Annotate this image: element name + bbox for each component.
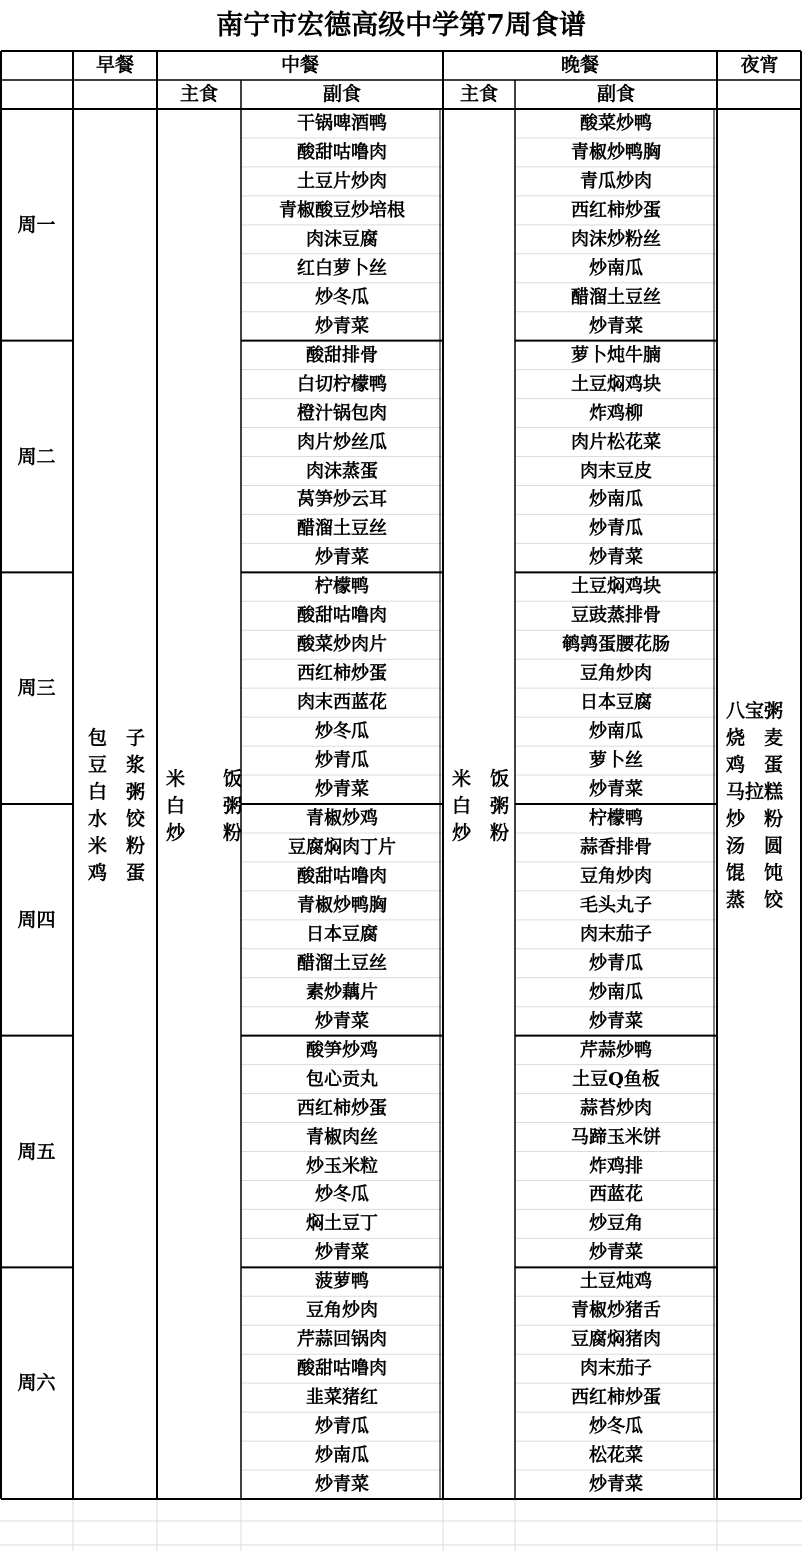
dinner-dish: 鹌鹑蛋腰花肠 bbox=[562, 634, 670, 656]
dinner-dish: 土豆炖鸡 bbox=[580, 1271, 652, 1293]
dinner-dish: 土豆焖鸡块 bbox=[571, 373, 661, 395]
lunch-dish: 豆角炒肉 bbox=[306, 1300, 378, 1322]
lunch-dish: 青椒肉丝 bbox=[306, 1126, 378, 1148]
lunch-dish: 酸甜咕噜肉 bbox=[297, 865, 387, 887]
dinner-dish: 土豆焖鸡块 bbox=[571, 576, 661, 598]
dinner-dish: 豆角炒肉 bbox=[580, 865, 652, 887]
lunch-dish: 豆腐焖肉丁片 bbox=[288, 836, 396, 858]
lunch-dish: 青椒炒鸭胸 bbox=[297, 894, 387, 916]
lunch-dish: 炒青菜 bbox=[315, 1474, 369, 1496]
lunch-dish: 炒青菜 bbox=[315, 1010, 369, 1032]
header-lunch: 中餐 bbox=[280, 54, 319, 76]
dinner-dish: 炒青菜 bbox=[589, 315, 643, 337]
night-snack-item: 汤 圆 bbox=[726, 835, 784, 857]
dinner-dish: 炒青菜 bbox=[589, 1242, 643, 1264]
dinner-dish: 松花菜 bbox=[589, 1445, 643, 1467]
lunch-dish: 醋溜土豆丝 bbox=[297, 518, 387, 540]
header-dinner-side: 副食 bbox=[596, 83, 635, 105]
lunch-dish: 橙汁锅包肉 bbox=[297, 402, 387, 424]
lunch-dish: 土豆片炒肉 bbox=[297, 170, 387, 192]
lunch-dish: 炒青菜 bbox=[315, 779, 369, 801]
dinner-dish: 炒冬瓜 bbox=[589, 1416, 643, 1438]
dinner-dish: 西蓝花 bbox=[589, 1184, 643, 1206]
dinner-dish: 肉末豆皮 bbox=[580, 460, 652, 482]
dinner-dish: 蒜苔炒肉 bbox=[580, 1097, 652, 1119]
lunch-dish: 韭菜猪红 bbox=[306, 1387, 378, 1409]
dinner-dish: 青椒炒猪舌 bbox=[571, 1300, 661, 1322]
dinner-dish: 醋溜土豆丝 bbox=[571, 286, 661, 308]
dinner-dish: 青椒炒鸭胸 bbox=[571, 141, 661, 163]
dinner-dish: 萝卜炖牛腩 bbox=[571, 344, 661, 366]
dinner-dish: 蒜香排骨 bbox=[580, 836, 652, 858]
lunch-dish: 酸菜炒肉片 bbox=[297, 634, 387, 656]
lunch-dish: 肉沫豆腐 bbox=[306, 228, 378, 250]
dinner-dish: 萝卜丝 bbox=[589, 750, 643, 772]
dinner-dish: 豆腐焖猪肉 bbox=[571, 1329, 661, 1351]
breakfast-items bbox=[88, 725, 145, 887]
lunch-dish: 酸甜咕噜肉 bbox=[297, 1358, 387, 1380]
dinner-dish: 西红柿炒蛋 bbox=[571, 1387, 661, 1409]
lunch-dish: 日本豆腐 bbox=[306, 923, 378, 945]
lunch-dish: 素炒藕片 bbox=[306, 981, 378, 1003]
dinner-dish: 酸菜炒鸭 bbox=[580, 113, 652, 134]
dinner-dish: 肉片松花菜 bbox=[571, 431, 661, 453]
night-snack-item: 蒸 饺 bbox=[726, 889, 784, 911]
breakfast-item: 白 粥 bbox=[88, 781, 146, 803]
night-snack-item: 烧 麦 bbox=[726, 727, 784, 749]
lunch-dish: 芹蒜回锅肉 bbox=[297, 1329, 387, 1351]
dinner-dish: 毛头丸子 bbox=[580, 894, 652, 916]
breakfast-item: 水 饺 bbox=[88, 808, 146, 830]
dinner-dish: 炒南瓜 bbox=[589, 981, 643, 1003]
dinner-dish: 豆角炒肉 bbox=[580, 663, 652, 685]
day-label: 周一 bbox=[17, 213, 56, 236]
dinner-dish: 肉末茄子 bbox=[580, 1358, 652, 1380]
breakfast-item: 米 粉 bbox=[88, 835, 146, 857]
dinner-dish: 日本豆腐 bbox=[580, 692, 652, 714]
header-breakfast: 早餐 bbox=[95, 54, 134, 76]
lunch-dish: 炒青瓜 bbox=[315, 750, 369, 772]
lunch-dish: 炒玉米粒 bbox=[306, 1155, 378, 1177]
dinner-dish: 芹蒜炒鸭 bbox=[580, 1039, 652, 1061]
night-snack-item: 炒 粉 bbox=[726, 808, 784, 830]
breakfast-item: 包 子 bbox=[88, 727, 146, 749]
lunch-dish: 西红柿炒蛋 bbox=[297, 663, 387, 685]
dinner-dish: 肉沫炒粉丝 bbox=[571, 228, 661, 250]
day-label: 周五 bbox=[17, 1140, 56, 1163]
day-label: 周二 bbox=[17, 445, 56, 468]
dinner-staple-item: 白 粥 bbox=[452, 795, 510, 817]
dinner-staple-item: 炒 粉 bbox=[452, 822, 510, 844]
breakfast-item: 豆 浆 bbox=[88, 754, 146, 776]
header-dinner: 晚餐 bbox=[560, 54, 599, 76]
lunch-dish: 菠萝鸭 bbox=[315, 1271, 369, 1293]
lunch-dish: 酸甜排骨 bbox=[306, 344, 378, 366]
lunch-dish: 炒青菜 bbox=[315, 1242, 369, 1264]
header-lunch-side: 副食 bbox=[322, 83, 361, 105]
lunch-dish: 醋溜土豆丝 bbox=[297, 952, 387, 974]
day-label: 周四 bbox=[17, 908, 56, 931]
lunch-dish: 焖土豆丁 bbox=[306, 1213, 378, 1235]
dinner-dish: 炒青菜 bbox=[589, 547, 643, 569]
dinner-dish: 炸鸡排 bbox=[589, 1155, 643, 1177]
dinner-dish: 西红柿炒蛋 bbox=[571, 199, 661, 221]
lunch-dish: 炒冬瓜 bbox=[315, 286, 369, 308]
night-snack-item: 馄 饨 bbox=[726, 862, 784, 884]
dinner-dish: 炒青菜 bbox=[589, 1474, 643, 1496]
lunch-dish: 白切柠檬鸭 bbox=[297, 373, 387, 395]
lunch-dish: 柠檬鸭 bbox=[315, 576, 369, 598]
lunch-dish: 炒冬瓜 bbox=[315, 1184, 369, 1206]
lunch-dish: 莴笋炒云耳 bbox=[297, 489, 387, 511]
dinner-dish: 青瓜炒肉 bbox=[580, 170, 652, 192]
dinner-dish: 炒豆角 bbox=[589, 1213, 643, 1235]
night-snack-item: 马拉糕 bbox=[726, 781, 784, 803]
dinner-dish: 豆豉蒸排骨 bbox=[571, 605, 661, 627]
lunch-dish: 干锅啤酒鸭 bbox=[297, 113, 387, 134]
lunch-staple-item: 炒 粉 bbox=[166, 822, 243, 844]
dinner-dish: 炒南瓜 bbox=[589, 489, 643, 511]
lunch-dish: 肉片炒丝瓜 bbox=[297, 431, 387, 453]
day-label: 周三 bbox=[17, 677, 56, 700]
lunch-dish: 西红柿炒蛋 bbox=[297, 1097, 387, 1119]
dinner-dish: 炒青瓜 bbox=[589, 952, 643, 974]
page-title: 南宁市宏德高级中学第7周食谱 bbox=[216, 10, 586, 41]
lunch-dish: 肉末西蓝花 bbox=[297, 692, 387, 714]
lunch-dish: 红白萝卜丝 bbox=[297, 257, 387, 279]
dinner-dish: 柠檬鸭 bbox=[589, 808, 643, 829]
dinner-dish: 马蹄玉米饼 bbox=[571, 1126, 661, 1148]
lunch-dish: 肉沫蒸蛋 bbox=[306, 460, 378, 482]
dinner-dish: 肉末茄子 bbox=[580, 923, 652, 945]
dinner-dish: 炒南瓜 bbox=[589, 721, 643, 743]
lunch-dish: 青椒酸豆炒培根 bbox=[279, 199, 405, 221]
dinner-dish: 炒青菜 bbox=[589, 1010, 643, 1032]
dinner-staple-items bbox=[452, 766, 509, 847]
lunch-dish: 炒青菜 bbox=[315, 547, 369, 569]
lunch-dish: 酸甜咕噜肉 bbox=[297, 605, 387, 627]
lunch-dish: 包心贡丸 bbox=[306, 1068, 378, 1090]
lunch-staple-item: 米 饭 bbox=[166, 768, 243, 790]
day-label: 周六 bbox=[17, 1372, 56, 1395]
dinner-dish: 土豆Q鱼板 bbox=[572, 1068, 660, 1090]
night-snack-items bbox=[726, 698, 783, 914]
lunch-dish: 青椒炒鸡 bbox=[306, 808, 378, 829]
lunch-dish: 炒冬瓜 bbox=[315, 721, 369, 743]
lunch-dish: 炒青菜 bbox=[315, 315, 369, 337]
lunch-dish: 酸笋炒鸡 bbox=[306, 1039, 378, 1061]
dinner-dish: 炒南瓜 bbox=[589, 257, 643, 279]
dinner-dish: 炸鸡柳 bbox=[589, 402, 643, 424]
header-dinner-staple: 主食 bbox=[459, 83, 498, 105]
header-lunch-staple: 主食 bbox=[179, 83, 218, 105]
dinner-dish: 炒青瓜 bbox=[589, 518, 643, 540]
lunch-staple-items bbox=[166, 766, 242, 847]
lunch-staple-item: 白 粥 bbox=[166, 795, 243, 817]
dinner-staple-item: 米 饭 bbox=[452, 768, 510, 790]
dinner-dish: 炒青菜 bbox=[589, 779, 643, 801]
header-night-snack: 夜宵 bbox=[740, 54, 779, 76]
night-snack-item: 鸡 蛋 bbox=[726, 754, 784, 776]
night-snack-item: 八宝粥 bbox=[726, 700, 784, 722]
lunch-dish: 炒青瓜 bbox=[315, 1416, 369, 1438]
lunch-dish: 酸甜咕噜肉 bbox=[297, 141, 387, 163]
lunch-dish: 炒南瓜 bbox=[315, 1445, 369, 1467]
breakfast-item: 鸡 蛋 bbox=[88, 862, 146, 884]
